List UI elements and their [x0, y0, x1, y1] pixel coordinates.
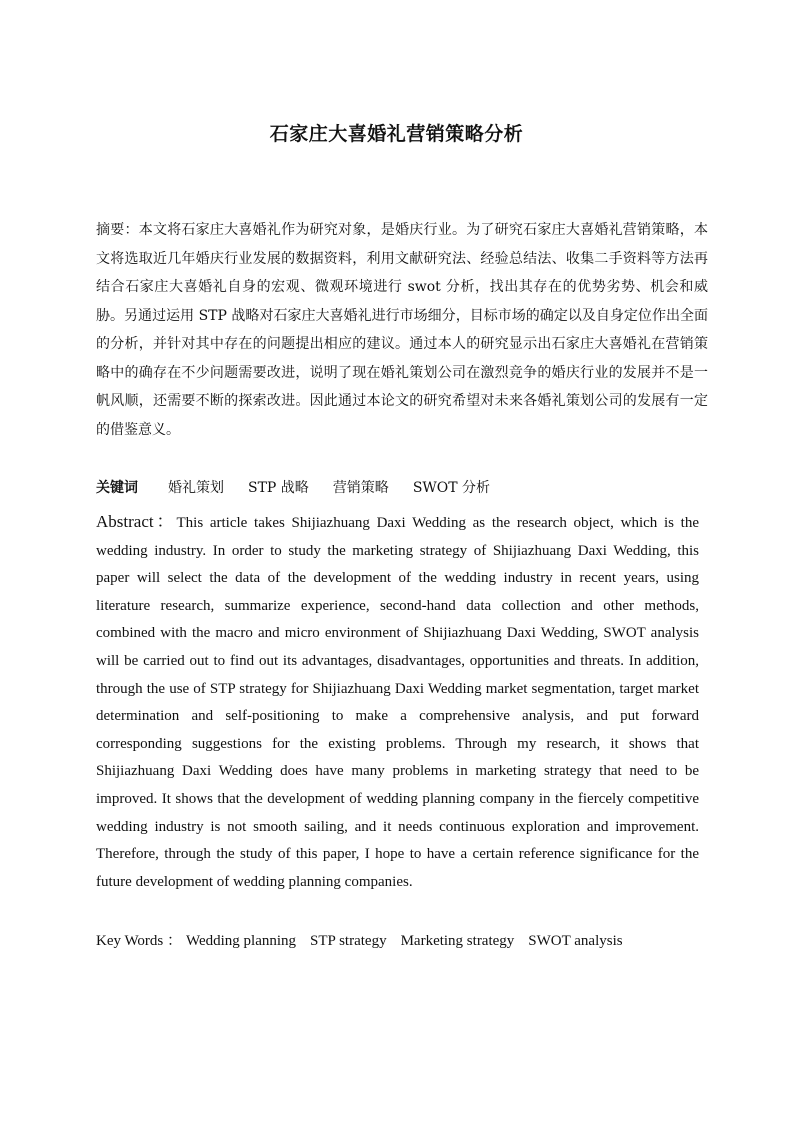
chinese-abstract: [96, 216, 708, 444]
english-abstract-label: Abstract：: [96, 512, 177, 531]
chinese-keywords-label: 关键词: [96, 480, 138, 496]
english-keywords-label: Key Words ：: [96, 933, 183, 949]
paper-title: 石家庄大喜婚礼营销策略分析: [269, 123, 524, 145]
english-keyword: STP strategy: [310, 933, 387, 949]
chinese-keyword: SWOT 分析: [412, 480, 491, 496]
chinese-keyword: STP 战略: [248, 480, 309, 496]
chinese-keyword: 婚礼策划: [168, 480, 224, 496]
chinese-keyword: 营销策略: [332, 480, 389, 496]
chinese-abstract-label: 摘要：: [96, 222, 139, 238]
english-keywords: [96, 928, 708, 955]
chinese-keywords: [96, 474, 708, 502]
chinese-abstract-text: 本文将石家庄大喜婚礼作为研究对象，是婚庆行业。为了研究石家庄大喜婚礼营销策略，本文将选取近几年婚庆行业发展的数据资料，利用文献研究法、经验总结法、收集二手资料等方法再结合石家庄大喜婚礼自身的宏观、微观环境进行 swot 分析，找出其存在的优势劣势、机会和威胁。另通过运用 STP 战略对石家庄大喜婚礼进行市场细分，目标市场的确定以及自身定位作出全面的分析，并针对其中存在的问题提出相应的建议。通过本人的研究显示出石家庄大喜婚礼在营销策略中的确存在不少问题需要改进，说明了现在婚礼策划公司在激烈竞争的婚庆行业的发展并不是一帆风顺，还需要不断的探索改进。因此通过本论文的研究希望对未来各婚礼策划公司的发展有一定的借鉴意义。: [96, 222, 709, 438]
english-keyword: Marketing strategy: [400, 933, 515, 949]
english-abstract-text: This article takes Shijiazhuang Daxi Wedding as the research object, which is the wedding industry. In order to study the marketing strategy of Shijiazhuang Daxi Wedding, this paper will select the data of the development of the wedding industry in recent years, using literature research, summarize experience, second-hand data collection and other methods, combined with the macro and micro environment of Shijiazhuang Daxi Wedding, SWOT analysis will be carried out to find out its advantages, disadvantages, opportunities and threats. In addition, through the use of STP strategy for Shijiazhuang Daxi Wedding market segmentation, target market determination and self-positioning to make a comprehensive analysis, and put forward corresponding suggestions for the existing problems. Through my research, it shows that Shijiazhuang Daxi Wedding does have many problems in marketing strategy that need to be improved. It shows that the development of wedding planning company in the fiercely competitive wedding industry is not smooth sailing, and it needs continuous exploration and improvement. Therefore, through the study of this paper, I hope to have a certain reference significance for the future development of wedding planning companies.: [96, 515, 699, 890]
english-keyword: SWOT analysis: [528, 933, 623, 949]
english-keyword: Wedding planning: [186, 933, 297, 949]
english-abstract: [96, 508, 699, 896]
